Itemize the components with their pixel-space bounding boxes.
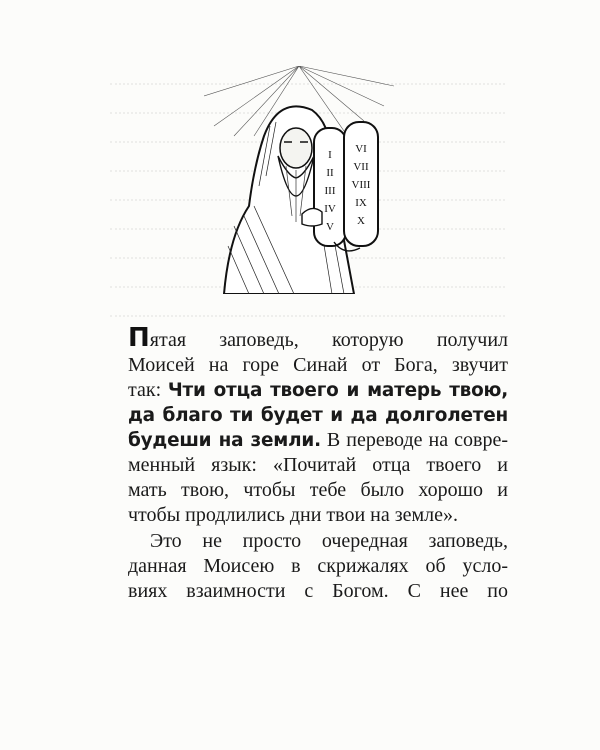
drop-cap: П bbox=[128, 323, 150, 353]
text-line: виях взаимности с Богом. С нее по bbox=[128, 580, 508, 602]
text-line bbox=[128, 378, 508, 403]
text-line: данная Моисею в скрижалях об усло- bbox=[128, 555, 508, 577]
tablet-numeral: V bbox=[326, 221, 334, 233]
text-line bbox=[128, 323, 508, 353]
text-run: В переводе на совре- bbox=[320, 429, 508, 451]
tablet-numeral: IV bbox=[324, 203, 336, 215]
moses-illustration bbox=[204, 66, 394, 294]
church-slavonic-quote: Чти отца твоего и матерь твою, bbox=[167, 380, 508, 401]
tablet-numeral: I bbox=[328, 149, 332, 161]
church-slavonic-quote: да благо ти будет и да долголетен bbox=[128, 405, 508, 426]
text-line: Это не просто очередная заповедь, bbox=[150, 530, 508, 552]
paragraph-1 bbox=[128, 323, 508, 528]
tablet-numeral: VI bbox=[355, 143, 367, 155]
text-line: мать твою, чтобы тебе было хорошо и bbox=[128, 479, 508, 501]
text-line: менный язык: «Почитай отца твоего и bbox=[128, 454, 508, 476]
text-run: ятая заповедь, которую получил bbox=[149, 329, 508, 351]
body-text bbox=[128, 323, 508, 604]
tablet-numeral: VIII bbox=[351, 179, 371, 191]
tablet-numeral: II bbox=[326, 167, 334, 179]
tablet-numeral: III bbox=[324, 185, 336, 197]
text-run: так: bbox=[128, 379, 162, 401]
text-line: чтобы продлились дни твои на земле». bbox=[128, 504, 459, 526]
tablet-numeral: IX bbox=[355, 197, 367, 209]
text-line: Моисей на горе Синай от Бога, звучит bbox=[128, 354, 508, 376]
text-line bbox=[128, 428, 508, 453]
tablet-numeral: X bbox=[357, 215, 365, 227]
paragraph-2 bbox=[128, 529, 508, 604]
tablet-numeral: VII bbox=[353, 161, 369, 173]
church-slavonic-quote: будеши на земли. bbox=[128, 430, 321, 451]
